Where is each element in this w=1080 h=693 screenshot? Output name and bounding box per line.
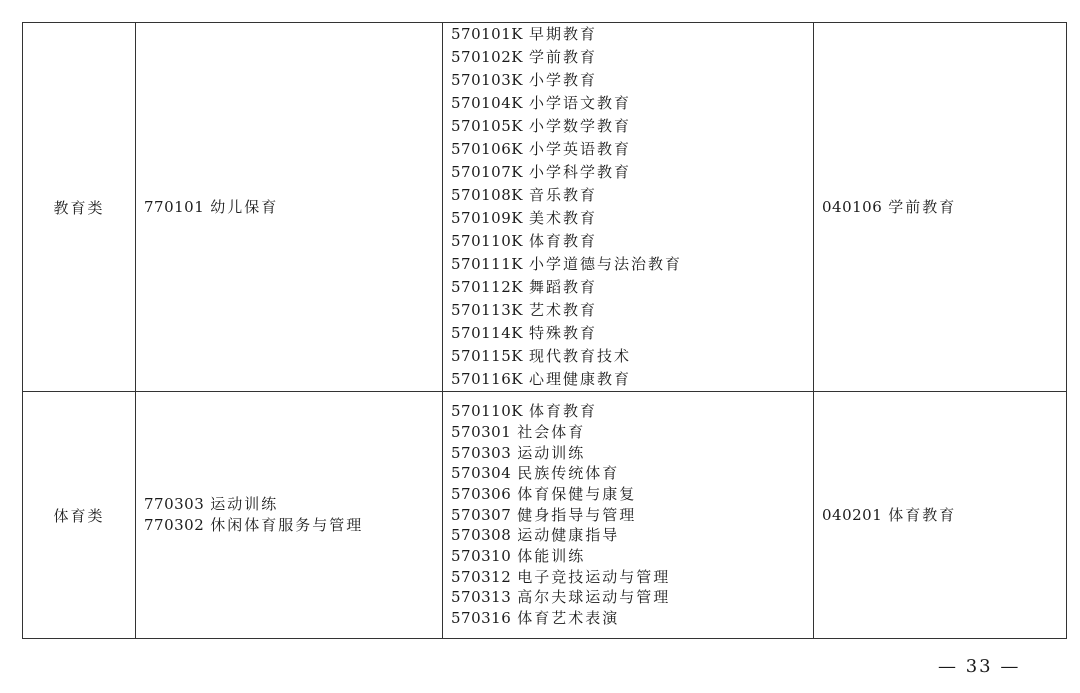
list-item: 570301 社会体育 — [451, 422, 586, 441]
list-item: 570112K 舞蹈教育 — [451, 278, 597, 296]
secondary-program-cell — [136, 392, 443, 639]
list-item: 570107K 小学科学教育 — [451, 163, 631, 181]
list-item: 570106K 小学英语教育 — [451, 140, 631, 158]
program-table — [22, 22, 1067, 639]
list-item: 570313 高尔夫球运动与管理 — [451, 588, 671, 607]
list-item: 570109K 美术教育 — [451, 209, 597, 227]
list-item: 570108K 音乐教育 — [451, 186, 597, 204]
list-item: 570308 运动健康指导 — [451, 526, 620, 545]
list-item: 570312 电子竞技运动与管理 — [451, 567, 671, 586]
list-item: 570114K 特殊教育 — [451, 324, 597, 342]
list-item: 570304 民族传统体育 — [451, 464, 620, 483]
list-item: 570310 体能训练 — [451, 547, 586, 566]
list-item: 040106 学前教育 — [822, 197, 957, 216]
secondary-program-cell — [136, 23, 443, 392]
list-item: 770302 休闲体育服务与管理 — [144, 516, 364, 534]
list-item: 570113K 艺术教育 — [451, 301, 597, 319]
list-item: 770101 幼儿保育 — [144, 197, 279, 216]
higher-vocational-program-cell — [443, 392, 814, 639]
list-item: 570104K 小学语文教育 — [451, 94, 631, 112]
list-item: 770303 运动训练 — [144, 495, 279, 514]
list-item: 570101K 早期教育 — [451, 25, 597, 43]
list-item: 570307 健身指导与管理 — [451, 505, 637, 524]
table-row — [23, 23, 1067, 392]
list-item: 570111K 小学道德与法治教育 — [451, 255, 682, 273]
list-item: 570110K 体育教育 — [451, 232, 597, 250]
list-item: 570102K 学前教育 — [451, 48, 597, 66]
category-cell: 教育类 — [23, 23, 136, 392]
list-item: 570103K 小学教育 — [451, 71, 597, 89]
higher-vocational-program-cell — [443, 23, 814, 392]
bachelor-program-cell — [814, 392, 1067, 639]
list-item: 570316 体育艺术表演 — [451, 609, 620, 628]
list-item: 570115K 现代教育技术 — [451, 347, 631, 365]
list-item: 570105K 小学数学教育 — [451, 117, 631, 135]
table-row — [23, 392, 1067, 639]
bachelor-program-cell — [814, 23, 1067, 392]
category-cell: 体育类 — [23, 392, 136, 639]
page-number: — 33 — — [938, 656, 1021, 677]
list-item: 570303 运动训练 — [451, 443, 586, 462]
list-item: 570110K 体育教育 — [451, 402, 597, 421]
list-item: 570116K 心理健康教育 — [451, 370, 631, 388]
list-item: 040201 体育教育 — [822, 505, 957, 524]
list-item: 570306 体育保健与康复 — [451, 484, 637, 503]
